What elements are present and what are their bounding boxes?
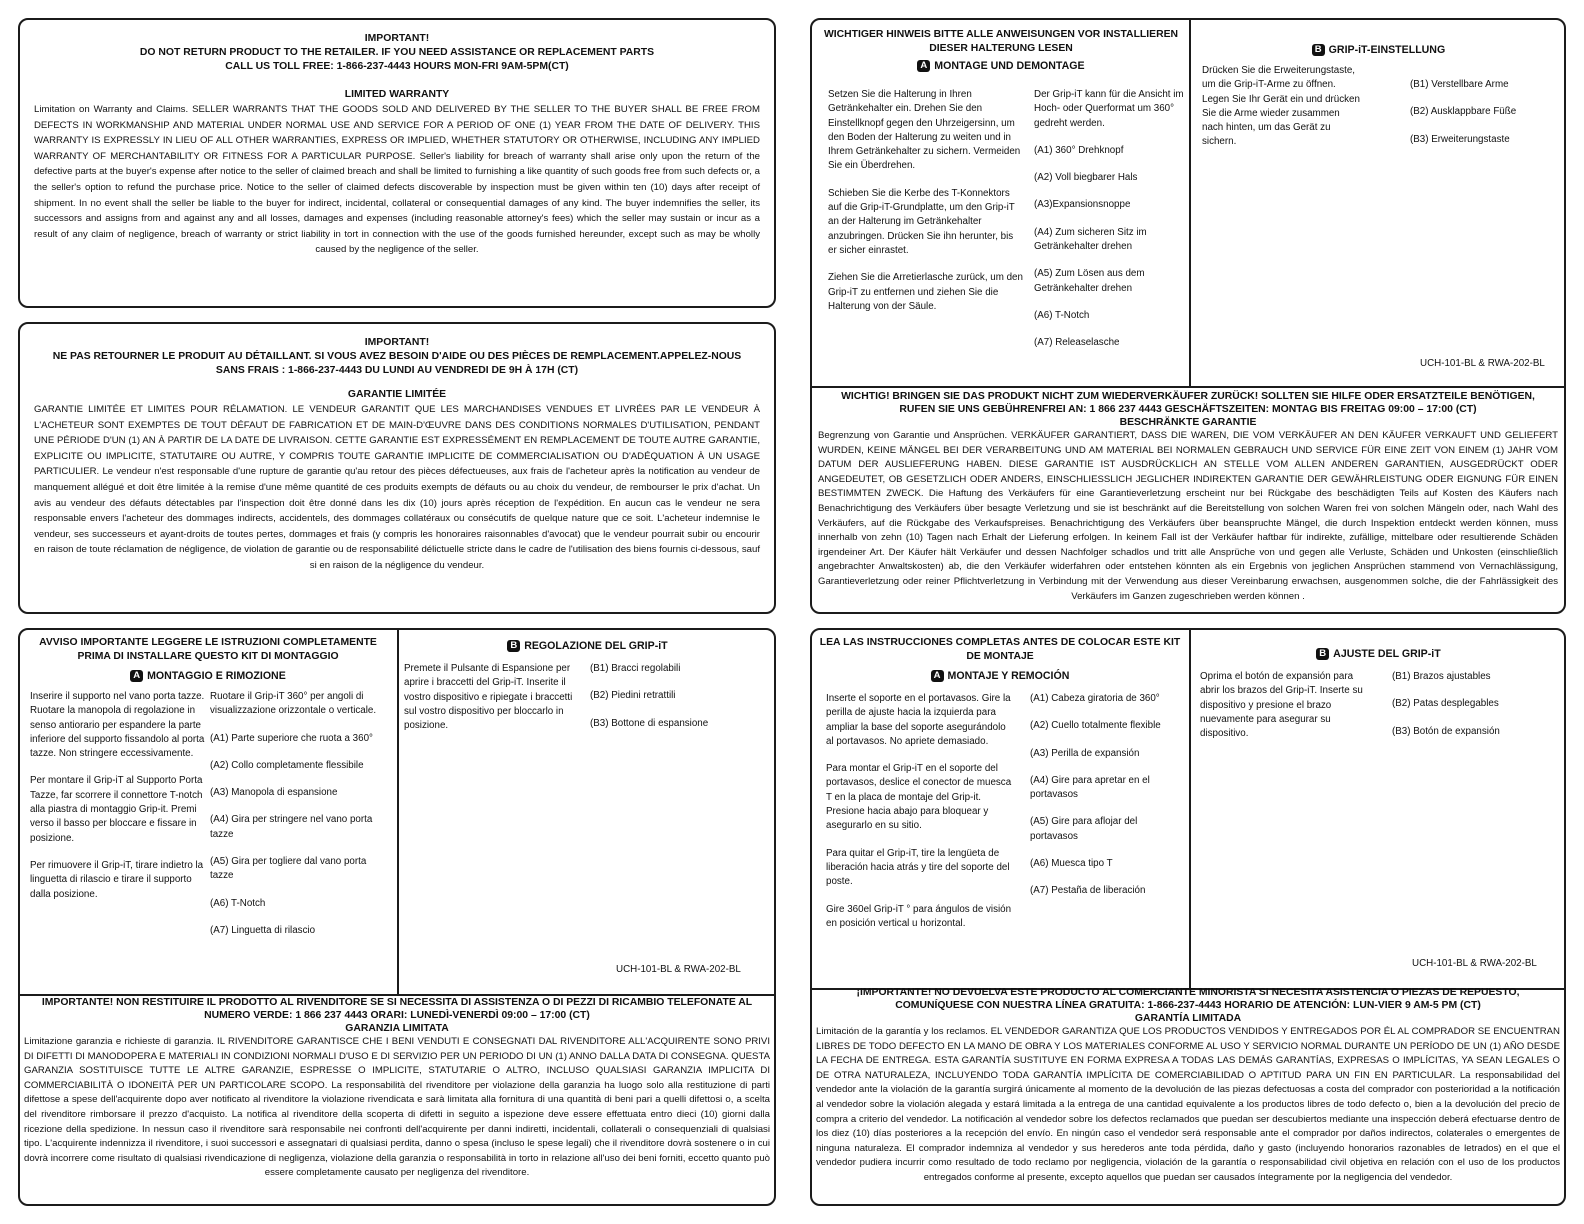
- it-label-a1: (A1) Parte superiore che ruota a 360°: [210, 732, 373, 744]
- es-warranty-block: [816, 986, 1560, 1186]
- de-install-column: [828, 88, 1024, 327]
- es-notice-line-2: COMUNÍQUESE CON NUESTRA LÍNEA GRATUITA: 1-866-237-4443 HORARIO DE ATENCIÓN: LUN-VIER 9 AM-5 PM (CT): [895, 1000, 1481, 1011]
- es-section-a-title: MONTAJE Y REMOCIÓN: [947, 670, 1070, 682]
- es-adjust-text: Oprima el botón de expansión para abrir los brazos del Grip-iT. Inserte su dispositivo y presione el brazo nuevamente para asegurar su dispositivo.: [1200, 671, 1363, 740]
- it-label-b3: (B3) Bottone di espansione: [590, 717, 709, 729]
- es-label-b1: (B1) Brazos ajustables: [1392, 671, 1491, 682]
- de-title-line-1: WICHTIGER HINWEIS BITTE ALLE ANWEISUNGEN VOR INSTALLIEREN: [823, 29, 1179, 40]
- en-warranty-text: Limitation on Warranty and Claims. SELLER WARRANTS THAT THE GOODS SOLD AND DELIVERED BY THE SELLER TO THE BUYER SHALL BE FREE FROM DEFECTS IN WORKMANSHIP AND MATERIAL UNDER NORMAL USE AND SERVICE FOR A PERIOD OF ONE (1) YEAR FROM THE DATE OF DELIVERY. THIS WARRANTY IS EXPRESSLY IN LIEU OF ALL OTHER WARRANTIES, EXPRESS OR IMPLIED, WHETHER STATUTORY OR OTHERWISE, INCLUDING ANY IMPLIED WARRANTY OF MERCHANTABILITY OR FITNESS FOR A PARTICULAR PURPOSE. Seller's liability for breach of warranty shall arise only upon the return of the defective parts at the buyer's expense after notice to the seller of claimed breach and shall be limited to furnishing a like quantity of such goods free from such defects or, a the seller's option to refund the purchase price. Notice to the seller of claimed defects discoverable by inspection must be given within ten (10) days after receipt of shipment. In no event shall the seller be liable to the buyer for indirect, incidental, collateral or consequential damages of any kind. The buyer indemnifies the seller, its successors and assigns from and against any and all losses, damages and expenses (including reasonable attorney's fees) which the seller may sustain or incur as a result of any claim of negligence, breach of warranty or strict liability in tort in connection with the use of the goods furnished hereunder, except such as may be wholly caused by the negligence of the seller.: [34, 104, 760, 256]
- de-label-b1: (B1) Verstellbare Arme: [1410, 79, 1509, 90]
- it-warranty-text: Limitazione garanzia e richieste di garanzia. IL RIVENDITORE GARANTISCE CHE I BENI VENDUTI E CONSEGNATI DAL RIVENDITORE ALL'ACQUIRENTE SONO PRIVI DI DIFETTI DI MANODOPERA E MATERIALI IN CONDIZIONI NORMALI D'USO E DI SERVIZIO PER UN PERIODO DI UN (1) ANNO DALLA DATA DI CONSEGNA. QUESTA GARANZIA SOSTITUISCE TUTTE LE ALTRE GARANZIE, ESPRESSE O IMPLICITE, STATUTARIE O ALTRO, INCLUSO QUALSIASI GARANZIA IMPLICITA DI COMMERCIABILITÀ O IDONEITÀ PER UN PARTICOLARE SCOPO. La responsabilità del rivenditore per violazione della garanzia ha luogo solo alla restituzione di parti difettose a spese dell'acquirente dopo aver notificato al rivenditore la violazione rivendicata e sarà limitata alla fornitura di una quantità di beni pari a quelli difettosi o, a scelta del rivenditore rimborsare il prezzo d'acquisto. La notifica al rivenditore della scoperta di difetti in seguito a ispezione deve essere effettuata entro dieci (10) giorni dalla ricezione della spedizione. In nessun caso il rivenditore sarà responsabile nei confronti dell'acquirente per danni indiretti, incidentali, collaterali o consequenziali di qualsiasi tipo. L'acquirente indennizza il rivenditore, i suoi successori e assegnatari di qualsiasi perdita, danno o spesa (incluso le spese legali) che il rivenditore dovrà sostenere o in cui dovrà incorrere come risultato di qualsiasi rivendicazione di negligenza, violazione della garanzia o responsabilità in torto in relazione all'uso dei beni forniti, eccetto quanto può essere completamente causato per negligenza del rivenditore.: [24, 1036, 770, 1179]
- es-label-a2: (A2) Cuello totalmente flexible: [1030, 720, 1161, 732]
- es-install-column: [826, 692, 1012, 944]
- it-notice-line-1: IMPORTANTE! NON RESTITUIRE IL PRODOTTO AL RIVENDITORE SE SI NECESSITA DI ASSISTENZA O DI PEZZI DI RICAMBIO TELEFONATE AL: [41, 997, 753, 1008]
- es-label-a7: (A7) Pestaña de liberación: [1030, 885, 1146, 897]
- de-install-paragraph-3: Ziehen Sie die Arretierlasche zurück, um den Grip-iT zu entfernen und ziehen Sie die Halterung von der Säule.: [828, 272, 1023, 312]
- es-warranty-text: Limitación de la garantía y los reclamos. EL VENDEDOR GARANTIZA QUE LOS PRODUCTOS VENDIDOS Y ENTREGADOS POR ÉL AL COMPRADOR SE ENCUENTRAN LIBRES DE TODO DEFECTO EN LA MANO DE OBRA Y LOS MATERIALES CONFORME AL USO Y SERVICIO NORMAL DURANTE UN PERÍODO DE UN (1) AÑO DESDE LA FECHA DE ENTREGA. ESTA GARANTÍA SUSTITUYE EN FORMA EXPRESA A TODAS LAS DEMÁS GARANTÍAS, EXPRESAS O IMPLÍCITAS, YA SEAN LEGALES O DE OTRA NATURALEZA, INCLUYENDO TODA GARANTÍA IMPLÍCITA DE COMERCIABILIDAD O APTITUD PARA UN FIN EN PARTICULAR. La responsabilidad del vendedor ante la violación de la garantía surgirá únicamente al momento de la devolución de las piezas defectuosas a costa del comprador con posterioridad a la notificación al vendedor sobre la violación alegada y estará limitada a la entrega de una cantidad equivalente a los productos libres de todo defecto o, bien a la devolución del precio de compra a criterio del vendedor. La notificación al vendedor sobre los defectos reclamados que puedan ser descubiertos mediante una inspección deberá efectuarse dentro de los diez (10) días posteriores a la recepción del envío. En ningún caso el vendedor será responsable ante el comprador por daños indirectos, colaterales o emergentes de ninguna naturaleza. El comprador indemniza al vendedor y sus herederos ante toda pérdida, daño y gasto (incluyendo honorarios razonables de letrados) en el que el vendedor pudiera incurrir como resultado de todo reclamo por negligencia, violación de la garantía o responsabilidad civil objetiva en relación con el uso de los productos entregados conforme al presente, excepto aquellos que puedan ser causados íntegramente por la negligencia del vendedor.: [816, 1026, 1560, 1183]
- section-b-badge-icon: B: [1316, 648, 1329, 660]
- de-adjust-labels: [1410, 78, 1560, 160]
- it-install-column: [30, 690, 206, 915]
- en-important-heading: IMPORTANT!: [364, 33, 430, 44]
- de-parts-column: [1034, 88, 1184, 364]
- es-install-paragraph-1: Inserte el soporte en el portavasos. Gire la perilla de ajuste hacia la izquierda para ampliar la base del soporte asegurándolo al portavasos. No apriete demasiado.: [826, 693, 1011, 747]
- de-section-b-heading: [1191, 44, 1566, 56]
- es-install-paragraph-3: Para quitar el Grip-iT, tire la lengüeta de liberación hacia atrás y tire del soporte del poste.: [826, 847, 1010, 888]
- de-warranty-text: Begrenzung von Garantie und Ansprüchen. VERKÄUFER GARANTIERT, DASS DIE WAREN, DIE VOM VERKÄUFER AN DEN KÄUFER VERKAUFT UND GELIEFERT WURDEN, KEINE MÄNGEL BEI DER VERARBEITUNG UND AM MATERIAL BEI NORMALEN GEBRAUCH UND SERVICE FÜR EINE ZEIT VON EINEM (1) JAHR VOM DATUM DER AUSLIEFERUNG HABEN. DIESE GARANTIE IST AUSDRÜCKLICH AN STELLE VOM ALLEN ANDEREN GARANTIEN, AUSGEDRÜCKT ODER ANGEDEUTET, OB GESETZLICH ODER ANDERS, EINSCHLIESSLICH JEGLICHER INDIREKTEN GARANTIE DER GEWÄHRLEISTUNG ODER EIGNUNG FÜR EINEN BESTIMMTEN ZWECK. Die Haftung des Verkäufers für eine Garantieverletzung erscheint nur bei Rückgabe des beschädigten Teils auf Kosten des Käufers nach Benachrichtigung des Verkäufers über besagte Verletzung und sie ist beschränkt auf die Bereitstellung von solchen Waren frei von solchen Mängeln oder, nach Wahl des Verkäufers, auf die Rückgabe des Verkaufspreises. Benachrichtigung des Verkäufers über beanspruchte Mängel, die durch Inspektion entdeckt werden können, muss innerhalb von zehn (10) Tagen nach Erhalt der Lieferung erfolgen. In keinem Fall ist der Verkäufer haftbar für indirekte, zufällige, mittelbare oder resultierende Schäden irgendeiner Art. Der Käufer hält Verkäufer und dessen Nachfolger schadlos und tritt alle Ansprüche von und gegen alle Verluste, Schäden und Unkosten (einschließlich angebrachter Anwaltskosten) ab, die den Verkäufer widerfahren oder entstehen könnten als ein Ergebnis von jeglichen Ansprüchen stammend von Vernachlässigung, Garantieverletzung oder reiner Pflichtverletzung in Verbindung mit der Verwendung aus dieser Vereinbarung erwachsen, ausgenommen solche, die der Fahrlässigkeit des Verkäufers im Ganzen zugeschrieben werden können .: [818, 430, 1558, 602]
- it-label-a4: (A4) Gira per stringere nel vano porta tazze: [210, 814, 373, 840]
- de-label-a2: (A2) Voll biegbarer Hals: [1034, 172, 1138, 184]
- es-section-a-heading: [816, 670, 1184, 682]
- it-warranty-title: GARANZIA LIMITATA: [345, 1023, 449, 1034]
- fr-warranty-text: GARANTIE LIMITÉE ET LIMITES POUR RÉLAMATION. LE VENDEUR GARANTIT QUE LES MARCHANDISES VENDUES ET LIVRÉES PAR LE VENDEUR À L'ACHETEUR SONT EXEMPTES DE TOUT DÉFAUT DE FABRICATION ET DE MAIN-D'ŒUVRE DANS DES CONDITIONS NORMALES D'UTILISATION, PENDANT UNE PÉRIODE D'UN (1) AN À PARTIR DE LA DATE DE LIVRAISON. CETTE GARANTIE EST EXPRESSÉMENT EN REMPLACEMENT DE TOUTE AUTRE GARANTIE, EXPLICITE OU IMPLICITE, STATUTAIRE OU AUTRE, Y COMPRIS TOUTE GARANTIE IMPLICITE DE COMMERCIALISATION OU D'ADÉQUATION À UN USAGE PARTICULIER. Le vendeur n'est responsable d'une rupture de garantie qu'au retour des pièces défectueuses, aux frais de l'acheteur après la notification au vendeur de manquement allégué et doit être limitée à la remise d'une même quantité de ces produits exempts de défauts ou au choix du vendeur, de rembourser le prix d'achat. Un avis au vendeur des défauts détectables par l'inspection doit être donné dans les dix (10) jours après réception de l'expédition. En aucun cas le vendeur ne sera responsable envers l'acheteur des dommages indirects, accidentels, des dommages collatéraux ou consécutifs de quelque nature que ce soit. L'acheteur indemnise le vendeur, ses successeurs et ayant-droits de toutes pertes, dommages et frais (y compris les honoraires raisonnables d'avocat) que le vendeur pourrait subir ou encourir en raison de toute réclamation de négligence, de violation de garantie ou de responsabilité délictuelle stricte dans le cadre de l'utilisation des biens fournis ci-dessous, sauf si en raison de la négligence du vendeur.: [34, 404, 760, 571]
- it-section-a-heading: [24, 670, 392, 682]
- it-install-paragraph-3: Per rimuovere il Grip-iT, tirare indietro la linguetta di rilascio e tirare il supporto dalla posizione.: [30, 859, 204, 900]
- spanish-instructions-panel: [810, 628, 1566, 1206]
- de-label-b2: (B2) Ausklappbare Füße: [1410, 106, 1517, 118]
- english-warranty-panel: [18, 18, 776, 308]
- it-label-b1: (B1) Bracci regolabili: [590, 663, 681, 674]
- de-label-a3: (A3)Expansionsnoppe: [1034, 199, 1131, 211]
- de-rotate-text: Der Grip-iT kann für die Ansicht im Hoch- oder Querformat um 360° gedreht werden.: [1034, 89, 1184, 129]
- section-a-badge-icon: A: [130, 670, 143, 682]
- de-title-block: [818, 28, 1184, 72]
- de-warranty-block: [818, 390, 1558, 604]
- it-label-a3: (A3) Manopola di espansione: [210, 787, 338, 799]
- en-notice-line-1: DO NOT RETURN PRODUCT TO THE RETAILER. IF YOU NEED ASSISTANCE OR REPLACEMENT PARTS: [139, 47, 655, 58]
- es-adjust-labels: [1392, 670, 1562, 752]
- de-label-a7: (A7) Releaselasche: [1034, 337, 1120, 349]
- it-label-b2: (B2) Piedini retrattili: [590, 690, 676, 702]
- section-a-badge-icon: A: [917, 60, 930, 72]
- it-model-number: UCH-101-BL & RWA-202-BL: [616, 964, 741, 975]
- de-install-paragraph-1: Setzen Sie die Halterung in Ihren Getränkehalter ein. Drehen Sie den Einstellknopf gegen den Uhrzeigersinn, um den Boden der Halterung zu weiten und in Ihrem Getränkehalter zu sichern. Vermeiden Sie ein Überdrehen.: [828, 89, 1021, 172]
- it-install-paragraph-1: Inserire il supporto nel vano porta tazze. Ruotare la manopola di regolazione in senso antiorario per espandere la parte inferiore del supporto fissandolo al porta tazze. Non stringere eccessivamente.: [30, 691, 205, 760]
- es-section-b-heading: [1191, 648, 1566, 660]
- it-install-paragraph-2: Per montare il Grip-iT al Supporto Porta Tazze, far scorrere il connettore T-notch alla piastra di montaggio Grip-it. Premi verso il basso per bloccare e fissare in posizione.: [30, 775, 203, 844]
- de-title-line-2: DIESER HALTERUNG LESEN: [929, 43, 1073, 54]
- es-parts-column: [1030, 692, 1186, 912]
- es-install-paragraph-2: Para montar el Grip-iT en el soporte del portavasos, deslice el conector de muesca T en la placa de montaje del Grip-it. Presione hacia abajo para bloquear y asegurarlo en su sitio.: [826, 763, 1012, 832]
- it-parts-column: [210, 690, 392, 951]
- it-label-a2: (A2) Collo completamente flessibile: [210, 759, 364, 771]
- it-section-b-title: REGOLAZIONE DEL GRIP-iT: [524, 640, 668, 652]
- de-model-number: UCH-101-BL & RWA-202-BL: [1420, 358, 1545, 369]
- de-column-divider: [1189, 20, 1191, 388]
- es-label-b3: (B3) Botón de expansión: [1392, 725, 1500, 737]
- es-label-a4: (A4) Gire para apretar en el portavasos: [1030, 774, 1150, 801]
- de-section-a-title: MONTAGE UND DEMONTAGE: [934, 60, 1085, 72]
- es-title-line-2: DE MONTAJE: [966, 651, 1034, 662]
- de-notice-line-2: RUFEN SIE UNS GEBÜHRENFREI AN: 1 866 237 4443 GESCHÄFTSZEITEN: MONTAG BIS FREITAG 09:00 – 17:00 (CT): [899, 404, 1477, 415]
- italian-instructions-panel: [18, 628, 776, 1206]
- it-title-line-1: AVVISO IMPORTANTE LEGGERE LE ISTRUZIONI COMPLETAMENTE: [39, 637, 377, 648]
- it-section-a-title: MONTAGGIO E RIMOZIONE: [147, 670, 286, 682]
- french-warranty-panel: [18, 322, 776, 614]
- de-install-paragraph-2: Schieben Sie die Kerbe des T-Konnektors auf die Grip-iT-Grundplatte, um den Grip-iT an der Halterung im Getränkehalter anzubringen. Drücken Sie ihn herunter, bis er sicher einrastet.: [828, 187, 1015, 256]
- de-label-b3: (B3) Erweiterungstaste: [1410, 133, 1510, 145]
- section-b-badge-icon: B: [507, 640, 520, 652]
- es-notice-line-1: ¡IMPORTANTE! NO DEVUELVA ESTE PRODUCTO AL COMERCIANTE MINORISTA SI NECESITA ASISTENCIA O PIEZAS DE REPUESTO,: [856, 987, 1520, 998]
- it-warranty-block: [24, 996, 770, 1181]
- es-label-a1: (A1) Cabeza giratoria de 360°: [1030, 693, 1160, 704]
- es-title-block: [816, 636, 1184, 682]
- de-label-a5: (A5) Zum Lösen aus dem Getränkehalter drehen: [1034, 268, 1145, 294]
- es-title-line-1: LEA LAS INSTRUCCIONES COMPLETAS ANTES DE COLOCAR ESTE KIT: [819, 637, 1181, 648]
- es-column-divider: [1189, 630, 1191, 990]
- it-label-a5: (A5) Gira per togliere dal vano porta tazze: [210, 856, 367, 882]
- it-rotate-text: Ruotare il Grip-iT 360° per angoli di visualizzazione orizzontale o verticale.: [210, 691, 377, 717]
- de-section-b-title: GRIP-iT-EINSTELLUNG: [1328, 44, 1446, 56]
- es-label-a6: (A6) Muesca tipo T: [1030, 858, 1113, 870]
- it-notice-line-2: NUMERO VERDE: 1 866 237 4443 ORARI: LUNEDÌ-VENERDÌ 09:00 – 17:00 (CT): [204, 1010, 590, 1021]
- fr-important-heading: IMPORTANT!: [364, 337, 430, 348]
- de-label-a6: (A6) T-Notch: [1034, 309, 1090, 321]
- it-column-divider: [397, 630, 399, 996]
- es-model-number: UCH-101-BL & RWA-202-BL: [1412, 958, 1537, 969]
- de-notice-line-1: WICHTIG! BRINGEN SIE DAS PRODUKT NICHT ZUM WIEDERVERKÄUFER ZURÜCK! SOLLTEN SIE HILFE ODER ERSATZTEILE BENÖTIGEN,: [841, 391, 1535, 402]
- de-label-a4: (A4) Zum sicheren Sitz im Getränkehalter drehen: [1034, 226, 1147, 253]
- it-label-a7: (A7) Linguetta di rilascio: [210, 924, 316, 936]
- it-adjust-text: Premete il Pulsante di Espansione per aprire i braccetti del Grip-iT. Inserite il vostro dispositivo e ripiegate i braccetti sul vostro dispositivo per bloccarlo in posizione.: [404, 663, 573, 732]
- es-install-paragraph-4: Gire 360el Grip-iT ° para ángulos de visión en posición vertical u horizontal.: [826, 903, 1012, 929]
- section-a-badge-icon: A: [931, 670, 944, 682]
- en-notice-line-2: CALL US TOLL FREE: 1-866-237-4443 HOURS MON-FRI 9AM-5PM(CT): [225, 61, 569, 72]
- en-warranty-title: LIMITED WARRANTY: [344, 89, 450, 100]
- it-label-a6: (A6) T-Notch: [210, 897, 266, 909]
- it-title-line-2: PRIMA DI INSTALLARE QUESTO KIT DI MONTAGGIO: [77, 651, 339, 662]
- fr-notice-line-2: SANS FRAIS : 1-866-237-4443 DU LUNDI AU VENDREDI DE 9H À 17H (CT): [215, 365, 579, 376]
- de-section-a-heading: [818, 60, 1184, 72]
- it-title-block: [24, 636, 392, 682]
- de-section-divider: [812, 386, 1564, 388]
- it-section-b-heading: [399, 640, 776, 652]
- fr-notice-line-1: NE PAS RETOURNER LE PRODUIT AU DÉTAILLANT. SI VOUS AVEZ BESOIN D'AIDE OU DES PIÈCES DE REMPLACEMENT.APPELEZ-NOUS: [52, 351, 742, 362]
- it-adjust-labels: [590, 662, 770, 744]
- es-warranty-title: GARANTÍA LIMITADA: [1134, 1013, 1242, 1024]
- fr-warranty-title: GARANTIE LIMITÉE: [347, 389, 447, 400]
- es-label-a5: (A5) Gire para aflojar del portavasos: [1030, 816, 1138, 842]
- section-b-badge-icon: B: [1312, 44, 1325, 56]
- de-label-a1: (A1) 360° Drehknopf: [1034, 144, 1124, 156]
- de-warranty-title: BESCHRÄNKTE GARANTIE: [1119, 417, 1257, 428]
- es-label-a3: (A3) Perilla de expansión: [1030, 747, 1140, 759]
- de-adjust-text: Drücken Sie die Erweiterungstaste, um die Grip-iT-Arme zu öffnen. Legen Sie Ihr Gerät ein und drücken Sie die Arme wieder zusammen nach hinten, um das Gerät zu sichern.: [1202, 65, 1360, 148]
- es-label-b2: (B2) Patas desplegables: [1392, 698, 1499, 710]
- es-section-b-title: AJUSTE DEL GRIP-iT: [1333, 648, 1441, 660]
- german-instructions-panel: [810, 18, 1566, 614]
